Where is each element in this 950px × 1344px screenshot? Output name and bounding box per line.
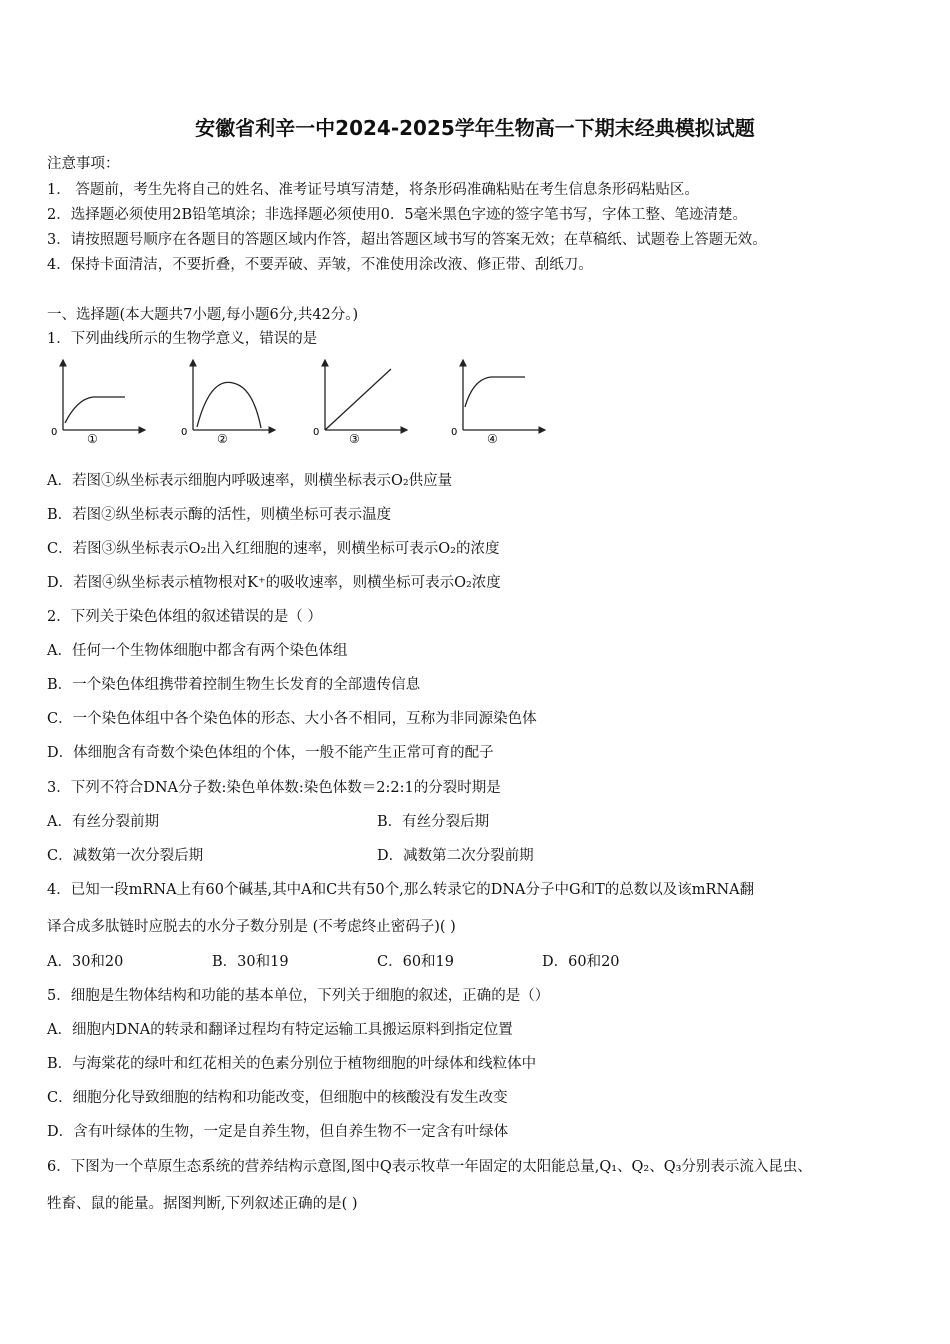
notice-item: 3．请按照题号顺序在各题目的答题区域内作答，超出答题区域书写的答案无效；在草稿纸、试题卷上答题无效。 — [47, 232, 767, 248]
q4-option-d: D．60和20 — [542, 954, 620, 970]
origin-label: 0 — [451, 427, 458, 438]
curve-2 — [197, 382, 261, 428]
q5-option-c: C．细胞分化导致细胞的结构和功能改变，但细胞中的核酸没有发生改变 — [47, 1090, 508, 1106]
q3-option-d: D．减数第二次分裂前期 — [377, 848, 534, 864]
notice-heading: 注意事项： — [47, 156, 120, 172]
q2-option-c: C．一个染色体组中各个染色体的形态、大小各不相同，互称为非同源染色体 — [47, 711, 537, 727]
q1-option-d: D．若图④纵坐标表示植物根对K⁺的吸收速率，则横坐标可表示O₂浓度 — [47, 575, 501, 591]
q2-option-d: D．体细胞含有奇数个染色体组的个体，一般不能产生正常可育的配子 — [47, 745, 494, 761]
q1-option-a: A．若图①纵坐标表示细胞内呼吸速率，则横坐标表示O₂供应量 — [47, 473, 453, 489]
graph-2 — [181, 360, 275, 446]
q4-stem-line1: 4．已知一段mRNA上有60个碱基,其中A和C共有50个,那么转录它的DNA分子中G和T的总数以及该mRNA翻 — [47, 882, 755, 898]
page-title: 安徽省利辛一中2024-2025学年生物高一下期末经典模拟试题 — [195, 116, 755, 140]
q1-stem: 1．下列曲线所示的生物学意义，错误的是 — [47, 331, 318, 347]
q6-stem-line1: 6．下图为一个草原生态系统的营养结构示意图,图中Q表示牧草一年固定的太阳能总量,Q₁、Q₂、Q₃分别表示流入昆虫、 — [47, 1159, 812, 1175]
graph-label: ② — [217, 432, 228, 446]
origin-label: 0 — [51, 427, 58, 438]
notice-item: 1． 答题前，考生先将自己的姓名、准考证号填写清楚，将条形码准确粘贴在考生信息条形码粘贴区。 — [47, 182, 699, 198]
notice-item: 2．选择题必须使用2B铅笔填涂；非选择题必须使用0．5毫米黑色字迹的签字笔书写，字体工整、笔迹清楚。 — [47, 207, 748, 223]
graph-3 — [313, 360, 407, 446]
curve-4 — [465, 377, 525, 407]
q2-option-b: B．一个染色体组携带着控制生物生长发育的全部遗传信息 — [47, 677, 421, 693]
q1-option-c: C．若图③纵坐标表示O₂出入红细胞的速率，则横坐标可表示O₂的浓度 — [47, 541, 500, 557]
q3-option-b: B．有丝分裂后期 — [377, 814, 490, 830]
q4-option-c: C．60和19 — [377, 954, 454, 970]
graph-4 — [451, 360, 545, 446]
origin-label: 0 — [313, 427, 320, 438]
graph-label: ① — [87, 432, 98, 446]
q5-option-d: D．含有叶绿体的生物，一定是自养生物，但自养生物不一定含有叶绿体 — [47, 1124, 509, 1140]
q4-option-a: A．30和20 — [47, 954, 124, 970]
q2-option-a: A．任何一个生物体细胞中都含有两个染色体组 — [47, 643, 348, 659]
origin-label: 0 — [181, 427, 188, 438]
curve-3 — [325, 369, 391, 430]
q2-stem: 2．下列关于染色体组的叙述错误的是（ ） — [47, 609, 322, 625]
q3-stem: 3．下列不符合DNA分子数:染色单体数:染色体数＝2:2:1的分裂时期是 — [47, 780, 501, 796]
notice-item: 4．保持卡面清洁，不要折叠，不要弄破、弄皱，不准使用涂改液、修正带、刮纸刀。 — [47, 257, 593, 273]
q3-option-a: A．有丝分裂前期 — [47, 814, 159, 830]
q4-option-b: B．30和19 — [212, 954, 289, 970]
graph-label: ④ — [487, 432, 498, 446]
q5-stem: 5．细胞是生物体结构和功能的基本单位，下列关于细胞的叙述，正确的是（） — [47, 988, 550, 1004]
q1-graphs — [45, 355, 565, 450]
section-heading: 一、选择题(本大题共7小题,每小题6分,共42分。) — [47, 307, 359, 323]
q4-stem-line2: 译合成多肽链时应脱去的水分子数分别是 (不考虑终止密码子)( ) — [47, 919, 456, 935]
q6-stem-line2: 牲畜、鼠的能量。据图判断,下列叙述正确的是( ) — [47, 1196, 358, 1212]
curve-1 — [65, 397, 125, 423]
q3-option-c: C．减数第一次分裂后期 — [47, 848, 204, 864]
q5-option-b: B．与海棠花的绿叶和红花相关的色素分别位于植物细胞的叶绿体和线粒体中 — [47, 1056, 537, 1072]
graph-1 — [51, 360, 145, 446]
q1-option-b: B．若图②纵坐标表示酶的活性，则横坐标可表示温度 — [47, 507, 392, 523]
graph-label: ③ — [349, 432, 360, 446]
q5-option-a: A．细胞内DNA的转录和翻译过程均有特定运输工具搬运原料到指定位置 — [47, 1022, 513, 1038]
